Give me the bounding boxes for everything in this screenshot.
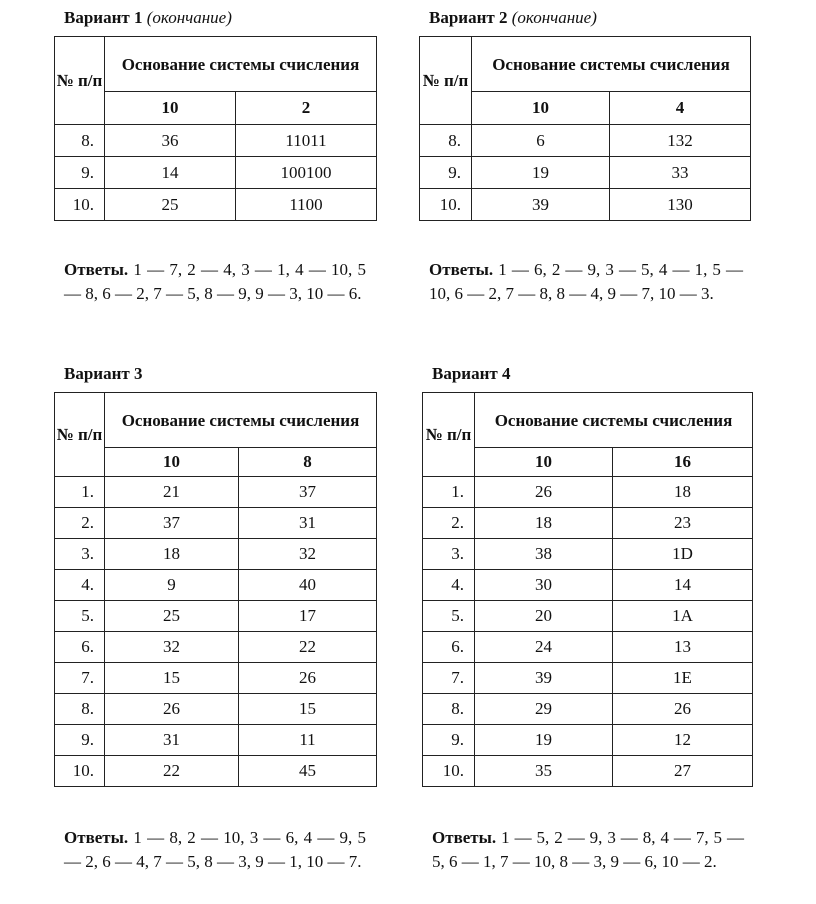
- column-header-2: 16: [613, 448, 753, 477]
- variant-2-heading: [429, 8, 597, 28]
- value-other-base: 17: [239, 601, 377, 632]
- row-number: 6.: [423, 632, 475, 663]
- base-header: Основание системы счисления: [475, 393, 753, 448]
- base-header: Основание системы счисления: [472, 37, 751, 92]
- variant-4-heading: [432, 364, 510, 384]
- value-other-base: 11011: [236, 125, 377, 157]
- variant-2-subtitle: (окончание): [511, 8, 597, 27]
- value-base-10: 39: [472, 189, 610, 221]
- table-row: [55, 570, 377, 601]
- answers-label: Ответы.: [432, 828, 497, 847]
- answers-text: 1 — 5, 2 — 9, 3 — 8, 4 — 7, 5 — 5, 6 — 1, 7 — 10, 8 — 3, 9 — 6, 10 — 2.: [432, 828, 745, 871]
- row-number: 8.: [55, 694, 105, 725]
- variant-3-answers: [64, 826, 366, 874]
- value-base-10: 22: [105, 756, 239, 787]
- value-base-10: 9: [105, 570, 239, 601]
- value-other-base: 1E: [613, 663, 753, 694]
- table-row: [423, 663, 753, 694]
- value-base-10: 25: [105, 189, 236, 221]
- answers-text: 1 — 7, 2 — 4, 3 — 1, 4 — 10, 5 — 8, 6 — 2, 7 — 5, 8 — 9, 9 — 3, 10 — 6.: [64, 260, 367, 303]
- table-row: [423, 539, 753, 570]
- value-base-10: 39: [475, 663, 613, 694]
- table-row: [55, 157, 377, 189]
- value-base-10: 19: [475, 725, 613, 756]
- table-row: [423, 725, 753, 756]
- row-number: 9.: [420, 157, 472, 189]
- column-header-1: 10: [475, 448, 613, 477]
- column-header-1: 10: [472, 92, 610, 125]
- row-number: 10.: [420, 189, 472, 221]
- column-header-1: 10: [105, 92, 236, 125]
- variant-2-title: Вариант 2: [429, 8, 508, 27]
- value-base-10: 18: [475, 508, 613, 539]
- value-base-10: 37: [105, 508, 239, 539]
- value-base-10: 15: [105, 663, 239, 694]
- variant-2-table: [419, 36, 751, 221]
- value-other-base: 1A: [613, 601, 753, 632]
- value-base-10: 18: [105, 539, 239, 570]
- row-number: 10.: [423, 756, 475, 787]
- table-row: [423, 601, 753, 632]
- table-row: [55, 725, 377, 756]
- table-row: [55, 663, 377, 694]
- answers-text: 1 — 6, 2 — 9, 3 — 5, 4 — 1, 5 — 10, 6 — 2, 7 — 8, 8 — 4, 9 — 7, 10 — 3.: [429, 260, 743, 303]
- table-row: [423, 756, 753, 787]
- value-other-base: 31: [239, 508, 377, 539]
- table-row: [55, 125, 377, 157]
- value-other-base: 130: [610, 189, 751, 221]
- row-number: 10.: [55, 189, 105, 221]
- variant-3-title: Вариант 3: [64, 364, 143, 383]
- variant-3-heading: [64, 364, 142, 384]
- base-header: Основание системы счисления: [105, 393, 377, 448]
- value-other-base: 26: [239, 663, 377, 694]
- column-header-2: 4: [610, 92, 751, 125]
- table-row: [55, 756, 377, 787]
- value-base-10: 31: [105, 725, 239, 756]
- table-row: [55, 601, 377, 632]
- variant-1-table: [54, 36, 377, 221]
- row-number: 8.: [423, 694, 475, 725]
- row-number: 4.: [423, 570, 475, 601]
- variant-4-table: [422, 392, 753, 787]
- value-other-base: 26: [613, 694, 753, 725]
- value-base-10: 14: [105, 157, 236, 189]
- value-other-base: 37: [239, 477, 377, 508]
- value-other-base: 45: [239, 756, 377, 787]
- value-base-10: 30: [475, 570, 613, 601]
- table-row: [423, 570, 753, 601]
- value-other-base: 33: [610, 157, 751, 189]
- table-row: [423, 477, 753, 508]
- value-other-base: 1D: [613, 539, 753, 570]
- value-other-base: 1100: [236, 189, 377, 221]
- num-header: № п/п: [423, 393, 475, 477]
- row-number: 9.: [55, 725, 105, 756]
- value-other-base: 40: [239, 570, 377, 601]
- row-number: 5.: [55, 601, 105, 632]
- base-header: Основание системы счисления: [105, 37, 377, 92]
- value-other-base: 32: [239, 539, 377, 570]
- value-other-base: 11: [239, 725, 377, 756]
- row-number: 5.: [423, 601, 475, 632]
- variant-4-answers: [432, 826, 744, 874]
- value-base-10: 19: [472, 157, 610, 189]
- answers-label: Ответы.: [64, 260, 129, 279]
- value-base-10: 36: [105, 125, 236, 157]
- value-other-base: 100100: [236, 157, 377, 189]
- table-row: [55, 189, 377, 221]
- value-base-10: 35: [475, 756, 613, 787]
- value-base-10: 38: [475, 539, 613, 570]
- answers-label: Ответы.: [64, 828, 129, 847]
- value-other-base: 27: [613, 756, 753, 787]
- column-header-1: 10: [105, 448, 239, 477]
- row-number: 3.: [55, 539, 105, 570]
- table-row: [420, 125, 751, 157]
- value-base-10: 29: [475, 694, 613, 725]
- table-row: [55, 539, 377, 570]
- table-row: [423, 694, 753, 725]
- row-number: 9.: [423, 725, 475, 756]
- row-number: 1.: [423, 477, 475, 508]
- column-header-2: 2: [236, 92, 377, 125]
- value-other-base: 18: [613, 477, 753, 508]
- variant-1-title: Вариант 1: [64, 8, 143, 27]
- value-base-10: 32: [105, 632, 239, 663]
- value-base-10: 20: [475, 601, 613, 632]
- row-number: 8.: [420, 125, 472, 157]
- row-number: 10.: [55, 756, 105, 787]
- row-number: 6.: [55, 632, 105, 663]
- value-other-base: 23: [613, 508, 753, 539]
- row-number: 2.: [55, 508, 105, 539]
- num-header: № п/п: [55, 393, 105, 477]
- table-row: [55, 694, 377, 725]
- table-row: [55, 632, 377, 663]
- table-row: [423, 508, 753, 539]
- table-row: [420, 157, 751, 189]
- table-row: [423, 632, 753, 663]
- answers-text: 1 — 8, 2 — 10, 3 — 6, 4 — 9, 5 — 2, 6 — 4, 7 — 5, 8 — 3, 9 — 1, 10 — 7.: [64, 828, 367, 871]
- value-base-10: 25: [105, 601, 239, 632]
- table-row: [55, 508, 377, 539]
- num-header: № п/п: [420, 37, 472, 125]
- variant-1-heading: [64, 8, 232, 28]
- value-base-10: 6: [472, 125, 610, 157]
- value-base-10: 26: [475, 477, 613, 508]
- row-number: 9.: [55, 157, 105, 189]
- value-base-10: 24: [475, 632, 613, 663]
- row-number: 1.: [55, 477, 105, 508]
- value-other-base: 12: [613, 725, 753, 756]
- row-number: 3.: [423, 539, 475, 570]
- variant-2-answers: [429, 258, 743, 306]
- row-number: 2.: [423, 508, 475, 539]
- variant-1-subtitle: (окончание): [146, 8, 232, 27]
- answers-label: Ответы.: [429, 260, 494, 279]
- variant-1-answers: [64, 258, 366, 306]
- row-number: 7.: [55, 663, 105, 694]
- num-header: № п/п: [55, 37, 105, 125]
- column-header-2: 8: [239, 448, 377, 477]
- value-base-10: 26: [105, 694, 239, 725]
- value-other-base: 13: [613, 632, 753, 663]
- variant-3-table: [54, 392, 377, 787]
- value-other-base: 132: [610, 125, 751, 157]
- table-row: [55, 477, 377, 508]
- variant-4-title: Вариант 4: [432, 364, 511, 383]
- value-base-10: 21: [105, 477, 239, 508]
- value-other-base: 22: [239, 632, 377, 663]
- row-number: 4.: [55, 570, 105, 601]
- row-number: 7.: [423, 663, 475, 694]
- row-number: 8.: [55, 125, 105, 157]
- table-row: [420, 189, 751, 221]
- value-other-base: 14: [613, 570, 753, 601]
- value-other-base: 15: [239, 694, 377, 725]
